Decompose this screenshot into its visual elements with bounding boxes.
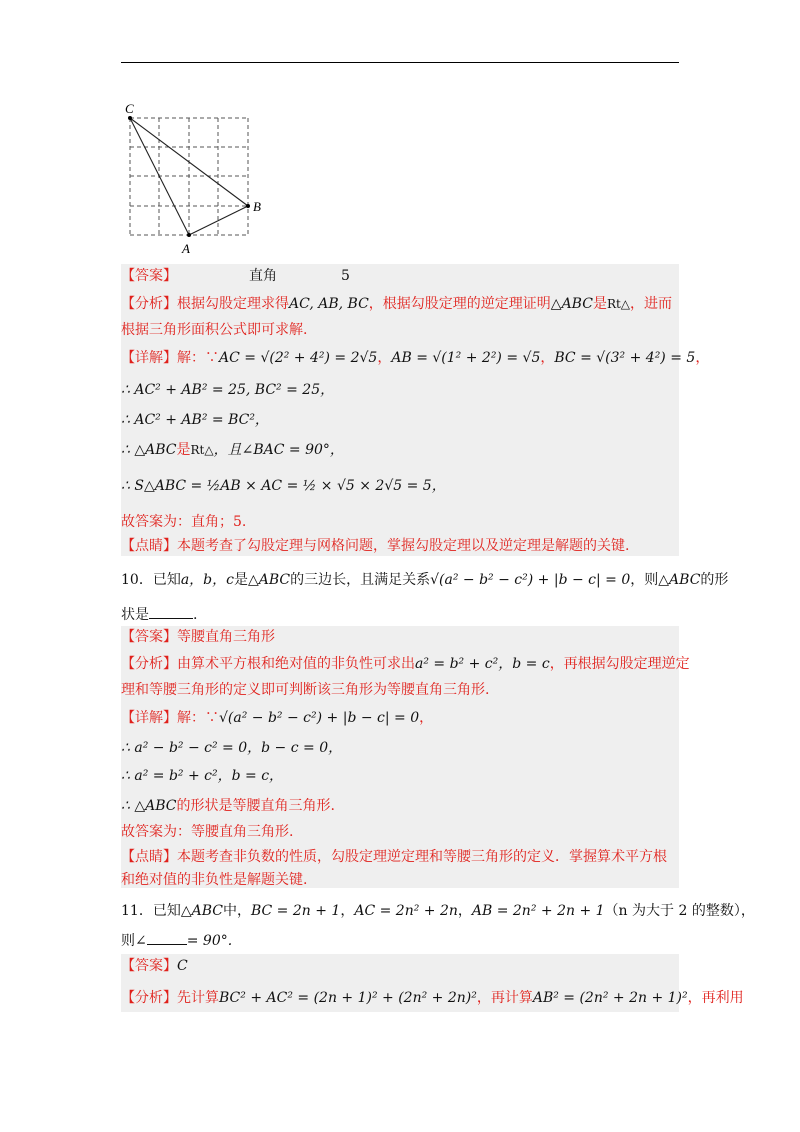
label-a: A <box>182 241 190 256</box>
q10-comment-line-1 <box>121 847 667 867</box>
analysis-tag: 【分析】 <box>121 656 177 672</box>
answer-tag: 【答案】 <box>121 958 177 974</box>
q9-answer-2: 5 <box>341 268 350 284</box>
q10-analysis-line-1 <box>121 654 690 674</box>
q9-comment-line <box>121 536 629 556</box>
q11-question-line-2 <box>121 930 232 951</box>
q10-detail-comma: ， <box>419 710 434 726</box>
q9-detail-bc: BC = √(3² + 4²) = 5 <box>554 350 696 366</box>
point-b <box>246 204 250 208</box>
q11-comma-2: ， <box>457 903 472 919</box>
label-c: C <box>125 101 134 116</box>
q11-analysis-ab: AB² = (2n² + 2n + 1)² <box>532 990 688 1006</box>
comment-tag: 【点睛】 <box>121 849 177 865</box>
q10-detail-triangle: ∴ △ABC <box>121 798 177 814</box>
q9-detail-angle: ，且∠BAC = 90°， <box>213 442 344 458</box>
q11-ac: AC = 2n² + 2n <box>354 903 458 919</box>
q10-conclusion: 故答案为：等腰直角三角形. <box>121 824 294 840</box>
analysis-tag: 【分析】 <box>121 296 177 312</box>
q11-text-then-angle: 则∠ <box>121 933 147 949</box>
q10-detail-solve: 解：∵ <box>177 710 219 726</box>
q11-number: 11．已知 <box>121 903 181 919</box>
q9-detail-is: 是 <box>176 442 191 458</box>
q9-analysis-text-3: 是 <box>592 296 607 312</box>
q10-text-is: 是 <box>233 572 248 588</box>
q11-answer-line <box>121 956 188 976</box>
q9-answer-1: 直角 <box>249 268 277 284</box>
q10-equation: √(a² − b² − c²) + |b − c| = 0 <box>430 572 631 588</box>
q10-text-condition: 的三边长，且满足关系 <box>290 572 431 588</box>
point-a <box>187 233 191 237</box>
q10-comment-1: 本题考查非负数的性质，勾股定理逆定理和等腰三角形的定义．掌握算术平方根 <box>177 849 667 865</box>
q10-triangle-2: △ABC <box>658 572 701 588</box>
answer-tag: 【答案】 <box>121 268 177 284</box>
grid-triangle-figure <box>118 98 278 258</box>
q9-detail-comma-2: ， <box>540 350 555 366</box>
q11-triangle: △ABC <box>180 903 223 919</box>
q11-text-in: 中， <box>222 903 251 919</box>
point-c <box>128 116 132 120</box>
q10-text-shape: 的形 <box>700 572 729 588</box>
q10-answer: 等腰直角三角形 <box>177 629 275 645</box>
q10-analysis-text-2: ，再根据勾股定理逆定 <box>549 656 690 672</box>
q10-comment-line-2: 和绝对值的非负性是解题关键. <box>121 872 308 888</box>
q9-comment: 本题考查了勾股定理与网格问题，掌握勾股定理以及逆定理是解题的关键. <box>177 538 630 554</box>
q11-equals-90: = 90°. <box>186 933 233 949</box>
q11-bc: BC = 2n + 1 <box>250 903 341 919</box>
q9-detail-ac: AC = √(2² + 4²) = 2√5 <box>219 350 378 366</box>
q11-ab: AB = 2n² + 2n + 1 <box>471 903 605 919</box>
q9-detail-line-2: ∴ AC² + AB² = 25, BC² = 25， <box>121 382 335 398</box>
q10-sides: a，b，c <box>180 572 234 588</box>
q9-detail-comma-3: ， <box>695 350 710 366</box>
q9-detail-ab: AB = √(1² + 2²) = √5 <box>391 350 541 366</box>
q11-analysis-line-1 <box>121 988 744 1008</box>
q9-analysis-triangle: △ABC <box>550 296 593 312</box>
q11-answer: C <box>177 958 188 974</box>
q11-analysis-text-2: ，再计算 <box>476 990 533 1006</box>
q10-analysis-math: a² = b² + c²，b = c <box>415 656 550 672</box>
q9-answer-line <box>121 266 350 286</box>
q11-condition: （n 为大于 2 的整数）， <box>604 903 755 919</box>
q9-analysis-rt: Rt△ <box>606 297 631 311</box>
q9-detail-rt: Rt△ <box>190 443 214 457</box>
q10-number: 10．已知 <box>121 572 181 588</box>
q10-detail-line-4 <box>121 796 335 816</box>
q10-answer-line <box>121 627 275 647</box>
q9-detail-comma-1: ， <box>377 350 392 366</box>
label-b: B <box>253 199 261 214</box>
q10-question-line-1 <box>121 570 728 590</box>
q11-analysis-text: 先计算 <box>177 990 219 1006</box>
q10-question-line-2 <box>121 604 197 625</box>
q11-analysis-text-3: ，再利用 <box>687 990 744 1006</box>
analysis-tag: 【分析】 <box>121 990 177 1006</box>
q11-answer-blank[interactable] <box>147 930 187 945</box>
q10-text-then: ，则 <box>630 572 659 588</box>
q9-analysis-line-1 <box>121 294 672 314</box>
dashed-grid <box>130 118 248 235</box>
q10-analysis-text: 由算术平方根和绝对值的非负性可求出 <box>177 656 415 672</box>
q10-detail-line-1 <box>121 708 433 728</box>
q10-detail-shape: 的形状是等腰直角三角形. <box>176 798 335 814</box>
q9-conclusion: 故答案为：直角；5. <box>121 514 247 530</box>
q9-analysis-text-4: ，进而 <box>630 296 673 312</box>
q10-triangle: △ABC <box>247 572 291 588</box>
q9-analysis-text: 根据勾股定理求得 <box>177 296 289 312</box>
q10-detail-line-2: ∴ a² − b² − c² = 0，b − c = 0， <box>121 740 343 756</box>
q11-analysis-sum: BC² + AC² = (2n + 1)² + (2n² + 2n)² <box>219 990 477 1006</box>
q9-analysis-math: AC, AB, BC <box>289 296 369 312</box>
q9-detail-line-5: ∴ S△ABC = ½AB × AC = ½ × √5 × 2√5 = 5， <box>121 478 446 494</box>
q9-detail-line-3: ∴ AC² + AB² = BC²， <box>121 412 269 428</box>
q10-answer-blank[interactable] <box>149 604 193 619</box>
q10-period: . <box>193 607 198 623</box>
detail-tag: 【详解】 <box>121 350 177 366</box>
q9-analysis-line-2: 根据三角形面积公式即可求解. <box>121 322 308 338</box>
q10-text-shape-is: 状是 <box>121 607 149 623</box>
q9-detail-triangle: ∴ △ABC <box>121 442 177 458</box>
q10-detail-line-3: ∴ a² = b² + c²，b = c， <box>121 768 284 784</box>
q9-analysis-text-2: ，根据勾股定理的逆定理证明 <box>368 296 551 312</box>
q9-detail-line-4 <box>121 440 344 460</box>
comment-tag: 【点睛】 <box>121 538 177 554</box>
q9-detail-line-1 <box>121 348 709 368</box>
detail-tag: 【详解】 <box>121 710 177 726</box>
q10-analysis-line-2: 理和等腰三角形的定义即可判断该三角形为等腰直角三角形. <box>121 682 490 698</box>
q9-detail-solve: 解：∵ <box>177 350 219 366</box>
q11-comma-1: ， <box>340 903 355 919</box>
q11-question-line-1 <box>121 901 755 921</box>
header-rule <box>121 62 679 63</box>
q10-detail-equation: √(a² − b² − c²) + |b − c| = 0 <box>219 710 420 726</box>
answer-tag: 【答案】 <box>121 629 177 645</box>
